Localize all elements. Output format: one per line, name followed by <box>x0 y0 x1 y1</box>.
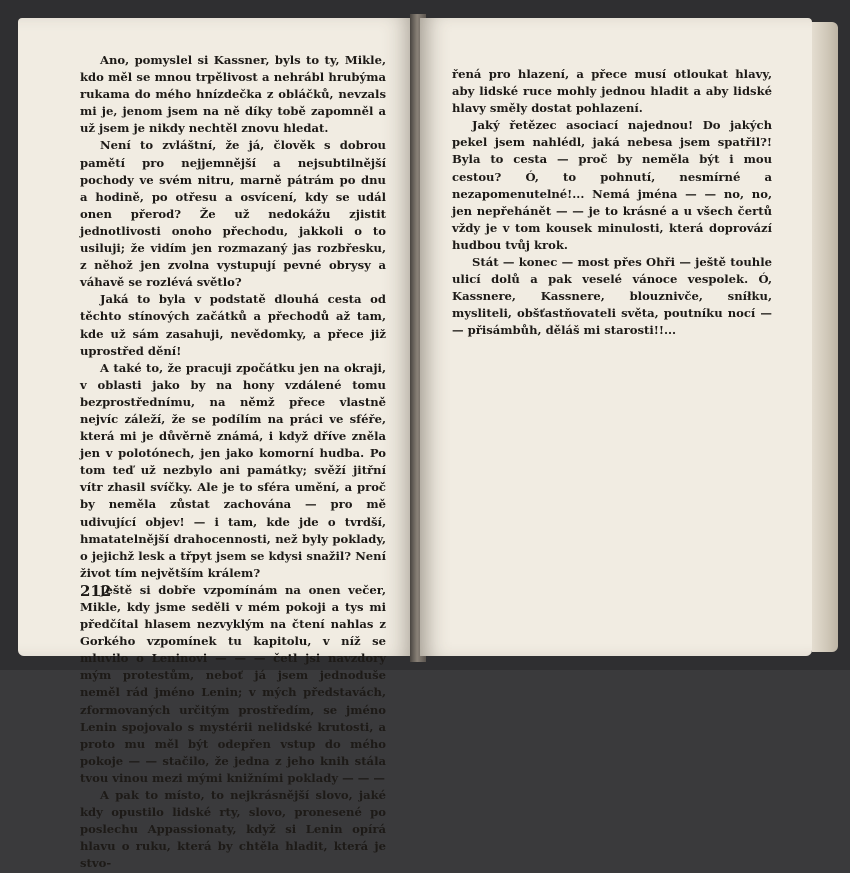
paragraph: A pak to místo, to nejkrásnější slovo, jaké kdy opustilo lidské rty, slovo, pronesené po poslechu Appassionaty, když si Lenin opírá hlavu o ruku, která by chtěla hladit, která je stvo- <box>80 788 386 871</box>
paragraph: Ještě si dobře vzpomínám na onen večer, Mikle, kdy jsme seděli v mém pokoji a tys mi předčítal hlasem nezvyklým na čtení nahlas z Gorkého vzpomínek tu kapitolu, v níž se mluvilo o Leninovi — — — četl jsi navzdory mým protestům, neboť já jsem jednoduše neměl rád jméno Lenin; v mých představách, zformovaných určitým prostředím, se jméno Lenin spojovalo s mystérii nelidské krutosti, a proto mu měl být odepřen vstup do mého pokoje — — stačilo, že jedna z jeho knih stála tvou vinou mezi mými knižními poklady — — — <box>80 582 386 785</box>
page-number: 212 <box>80 582 112 600</box>
left-page-text <box>80 52 386 873</box>
paragraph: Ano, pomyslel si Kassner, byls to ty, Mikle, kdo měl se mnou trpělivost a nehrábl hrubýma rukama do mého hnízdečka z obláčků, nevzals mi je, jenom jsem na ně díky tobě zapomněl a už jsem je nikdy nechtěl znovu hledat. <box>80 53 386 136</box>
left-page <box>18 18 416 871</box>
right-page <box>420 18 812 656</box>
paragraph: Není to zvláštní, že já, člověk s dobrou pamětí pro nejjemnější a nejsubtilnější pochody ve svém nitru, marně pátrám po dnu a hodině, po otřesu a osvícení, kdy se udál onen přerod? Že už nedokážu zjistit jednotlivosti onoho přechodu, jakkoli o to usiluji; že vidím jen rozmazaný jas rozbřesku, z něhož jen zvolna vystupují pevné obrysy a váhavě se rozlévá světlo? <box>80 138 386 290</box>
paragraph: Jaká to byla v podstatě dlouhá cesta od těchto stínových začátků a přechodů až tam, kde už sám zasahuji, nevědomky, a přece již uprostřed dění! <box>80 292 386 358</box>
page-edges <box>812 22 838 652</box>
paragraph: řená pro hlazení, a přece musí otloukat hlavy, aby lidské ruce mohly jednou hladit a aby lidské hlavy směly dostat pohlazení. <box>452 67 772 116</box>
paragraph: Stát — konec — most přes Ohři — ještě touhle ulicí dolů a pak veselé vánoce vespolek. Ó, Kassnere, Kassnere, blouznivče, sníłku, mysliteli, obšťastňovateli světa, poutníku nocí — — přisámbůh, děláš mi starosti!!... <box>452 255 772 338</box>
paragraph: A také to, že pracuji zpočátku jen na okraji, v oblasti jako by na hony vzdálené tomu bezprostřednímu, na němž přece vlastně nejvíc záleží, že se podílím na práci ve sféře, která mi je důvěrně známá, i když dříve zněla jen v polotónech, jen jako komorní hudba. Po tom teď už nezbylo ani památky; svěží jitřní vítr zhasil svíčky. Ale je to sféra umění, a proč by neměla zůstat zachována — pro mě udivující objev! — i tam, kde jde o tvrdší, hmatatelnější drahocennosti, než byly poklady, o jejichž lesk a třpyt jsem se kdysi snažil? Není život tím největším králem? <box>80 360 386 580</box>
right-page-text <box>452 66 772 340</box>
paragraph: Jaký řetězec asociací najednou! Do jakých pekel jsem nahlédl, jaká nebesa jsem spatřil?! Byla to cesta — proč by neměla být i mou cestou? Ó, to pohnutí, nesmírné a nezapomenutelné!... Nemá jména — — no, no, jen nepřehánět — — je to krásné a u všech čertů vždy je v tom kousek minulosti, která doprovází hudbou tvůj krok. <box>452 118 772 252</box>
